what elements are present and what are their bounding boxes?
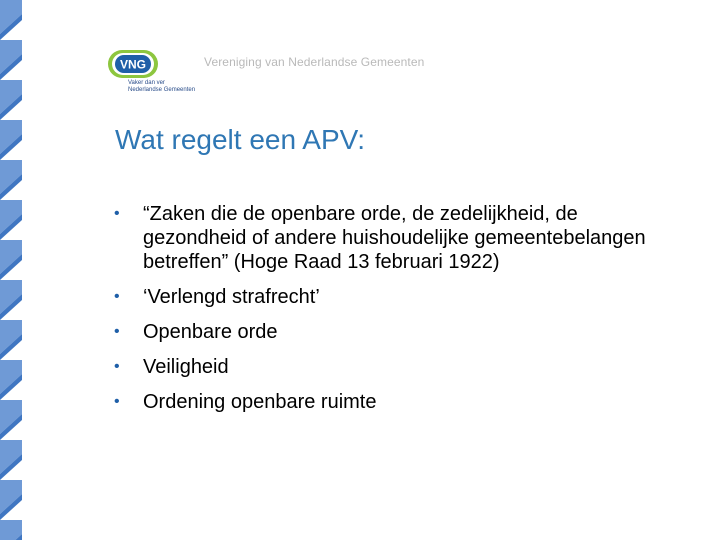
bullet-text: “Zaken die de openbare orde, de zedelijkheid, de gezondheid of andere huishoudelijke gemeentebelangen betreffen” (Hoge Raad 13 februari 1922) xyxy=(143,203,646,273)
bullet-marker: • xyxy=(114,323,120,340)
decorative-stripes xyxy=(0,0,22,540)
bullet-text: Veiligheid xyxy=(143,356,229,378)
slide-title: Wat regelt een APV: xyxy=(115,124,366,155)
bullet-marker: • xyxy=(114,205,120,222)
bullet-item xyxy=(114,355,674,379)
bullet-marker: • xyxy=(114,288,120,305)
bullet-text: Ordening openbare ruimte xyxy=(143,391,377,413)
bullet-list xyxy=(114,202,674,425)
logo-caption xyxy=(128,80,195,94)
bullet-marker: • xyxy=(114,393,120,410)
bullet-item xyxy=(114,202,674,274)
logo-text: VNG xyxy=(119,57,147,72)
bullet-text: ‘Verlengd strafrecht’ xyxy=(143,286,320,308)
bullet-item xyxy=(114,390,674,414)
logo-caption-line1: Vaker dan ver xyxy=(128,80,165,86)
bullet-text: Openbare orde xyxy=(143,321,278,343)
bullet-item xyxy=(114,285,674,309)
bullet-item xyxy=(114,320,674,344)
org-name: Vereniging van Nederlandse Gemeenten xyxy=(204,55,425,69)
bullet-marker: • xyxy=(114,358,120,375)
logo-caption-line2: Nederlandse Gemeenten xyxy=(128,87,196,93)
